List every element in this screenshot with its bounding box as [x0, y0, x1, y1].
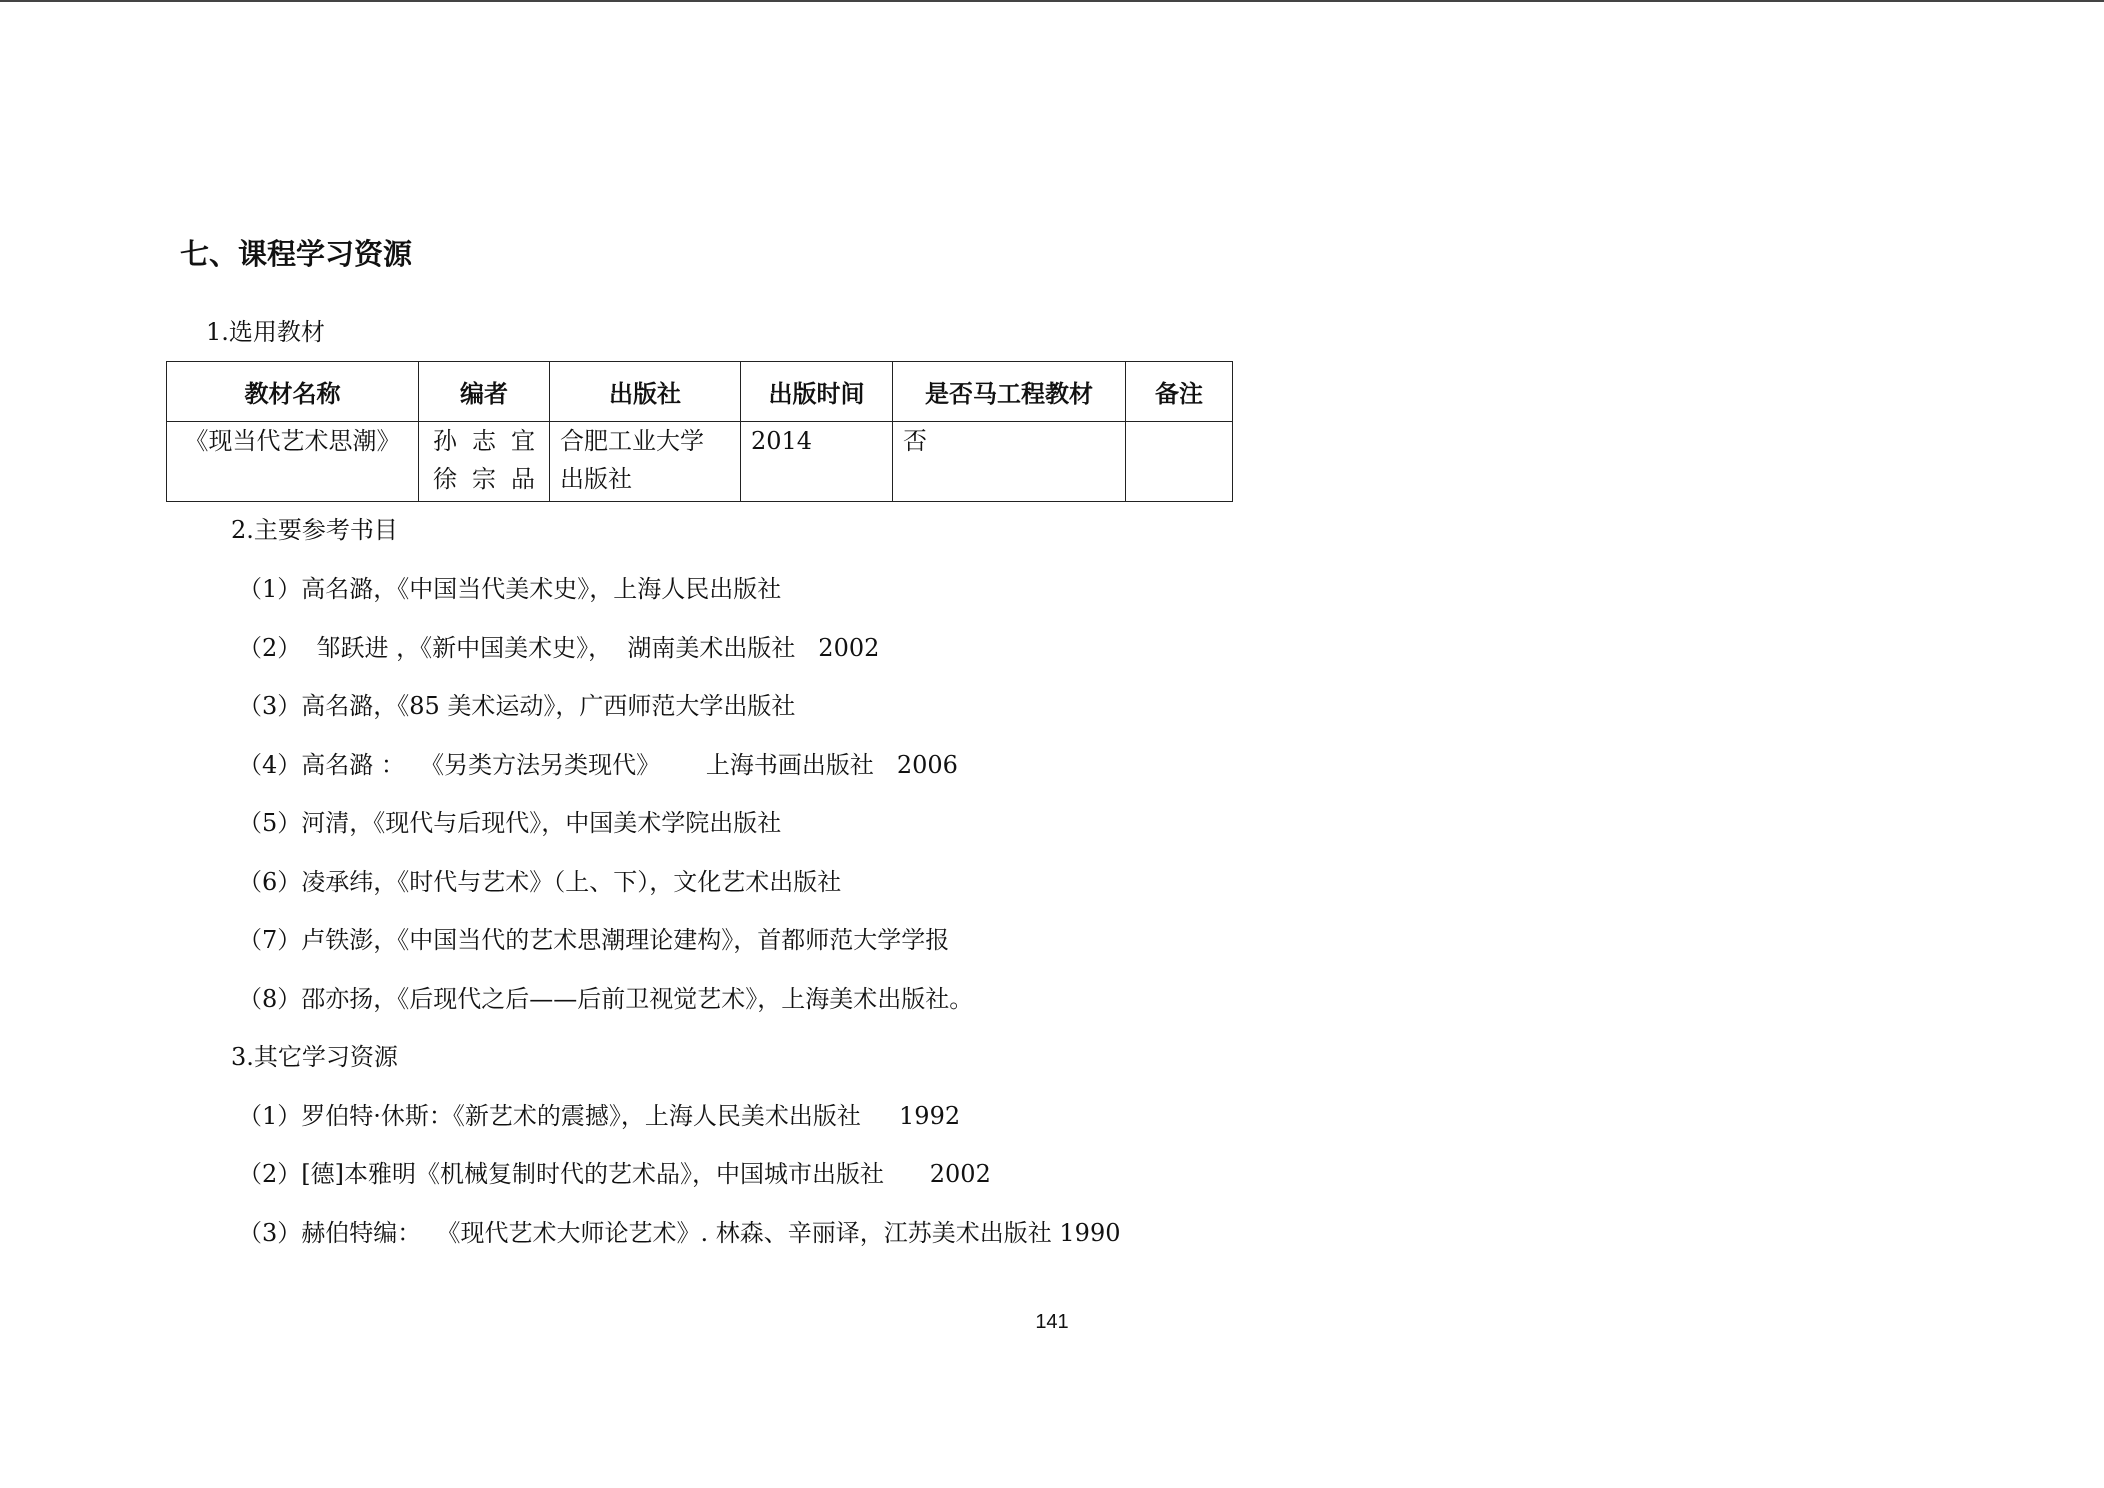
- cell-is-mgc: 否: [893, 422, 1126, 502]
- list-item: （8）邵亦扬，《后现代之后——后前卫视觉艺术》，上海美术出版社。: [238, 985, 974, 1013]
- cell-author-line-2: 徐宗品: [433, 465, 535, 493]
- column-header-author: 编者: [419, 362, 550, 422]
- list-item: （4）高名潞 ： 《另类方法另类现代》 上海书画出版社 2006: [238, 751, 958, 779]
- list-item: （1）高名潞，《中国当代美术史》，上海人民出版社: [238, 575, 782, 603]
- cell-note: [1126, 422, 1233, 502]
- list-item: （3）赫伯特编： 《现代艺术大师论艺术》. 林森、辛丽译，江苏美术出版社 1990: [238, 1219, 1121, 1247]
- list-item: （5）河清，《现代与后现代》，中国美术学院出版社: [238, 809, 782, 837]
- cell-publisher-line-1: 合肥工业大学: [560, 427, 704, 455]
- cell-author: [419, 422, 550, 502]
- list-item: （1）罗伯特·休斯：《新艺术的震撼》，上海人民美术出版社 1992: [238, 1102, 961, 1130]
- column-header-name: 教材名称: [167, 362, 419, 422]
- column-header-note: 备注: [1126, 362, 1233, 422]
- list-item: （6）凌承纬，《时代与艺术》（上、下），文化艺术出版社: [238, 868, 842, 896]
- other-resources-heading: 3.其它学习资源: [231, 1043, 398, 1071]
- section-title: 七、课程学习资源: [180, 237, 413, 271]
- column-header-year: 出版时间: [741, 362, 893, 422]
- table-row: [167, 422, 1233, 502]
- column-header-publisher: 出版社: [550, 362, 741, 422]
- page-number: 141: [1035, 1311, 1069, 1333]
- table-header-row: [167, 362, 1233, 422]
- page-top-border: [0, 0, 2104, 2]
- column-header-mgc: 是否马工程教材: [893, 362, 1126, 422]
- textbook-table: [166, 361, 1233, 502]
- list-item: （2）[德]本雅明《机械复制时代的艺术品》，中国城市出版社 2002: [238, 1160, 991, 1188]
- list-item: （7）卢铁澎，《中国当代的艺术思潮理论建构》，首都师范大学学报: [238, 926, 950, 954]
- textbook-heading: 1.选用教材: [206, 318, 325, 346]
- cell-publisher: [550, 422, 741, 502]
- cell-textbook-name: 《现当代艺术思潮》: [167, 422, 419, 502]
- references-heading: 2.主要参考书目: [231, 516, 398, 544]
- cell-publisher-line-2: 出版社: [560, 465, 632, 493]
- cell-year: 2014: [741, 422, 893, 502]
- cell-author-line-1: 孙志宜: [433, 427, 535, 455]
- list-item: （2） 邹跃进 ，《新中国美术史》， 湖南美术出版社 2002: [238, 634, 880, 662]
- list-item: （3）高名潞，《85 美术运动》，广西师范大学出版社: [238, 692, 796, 720]
